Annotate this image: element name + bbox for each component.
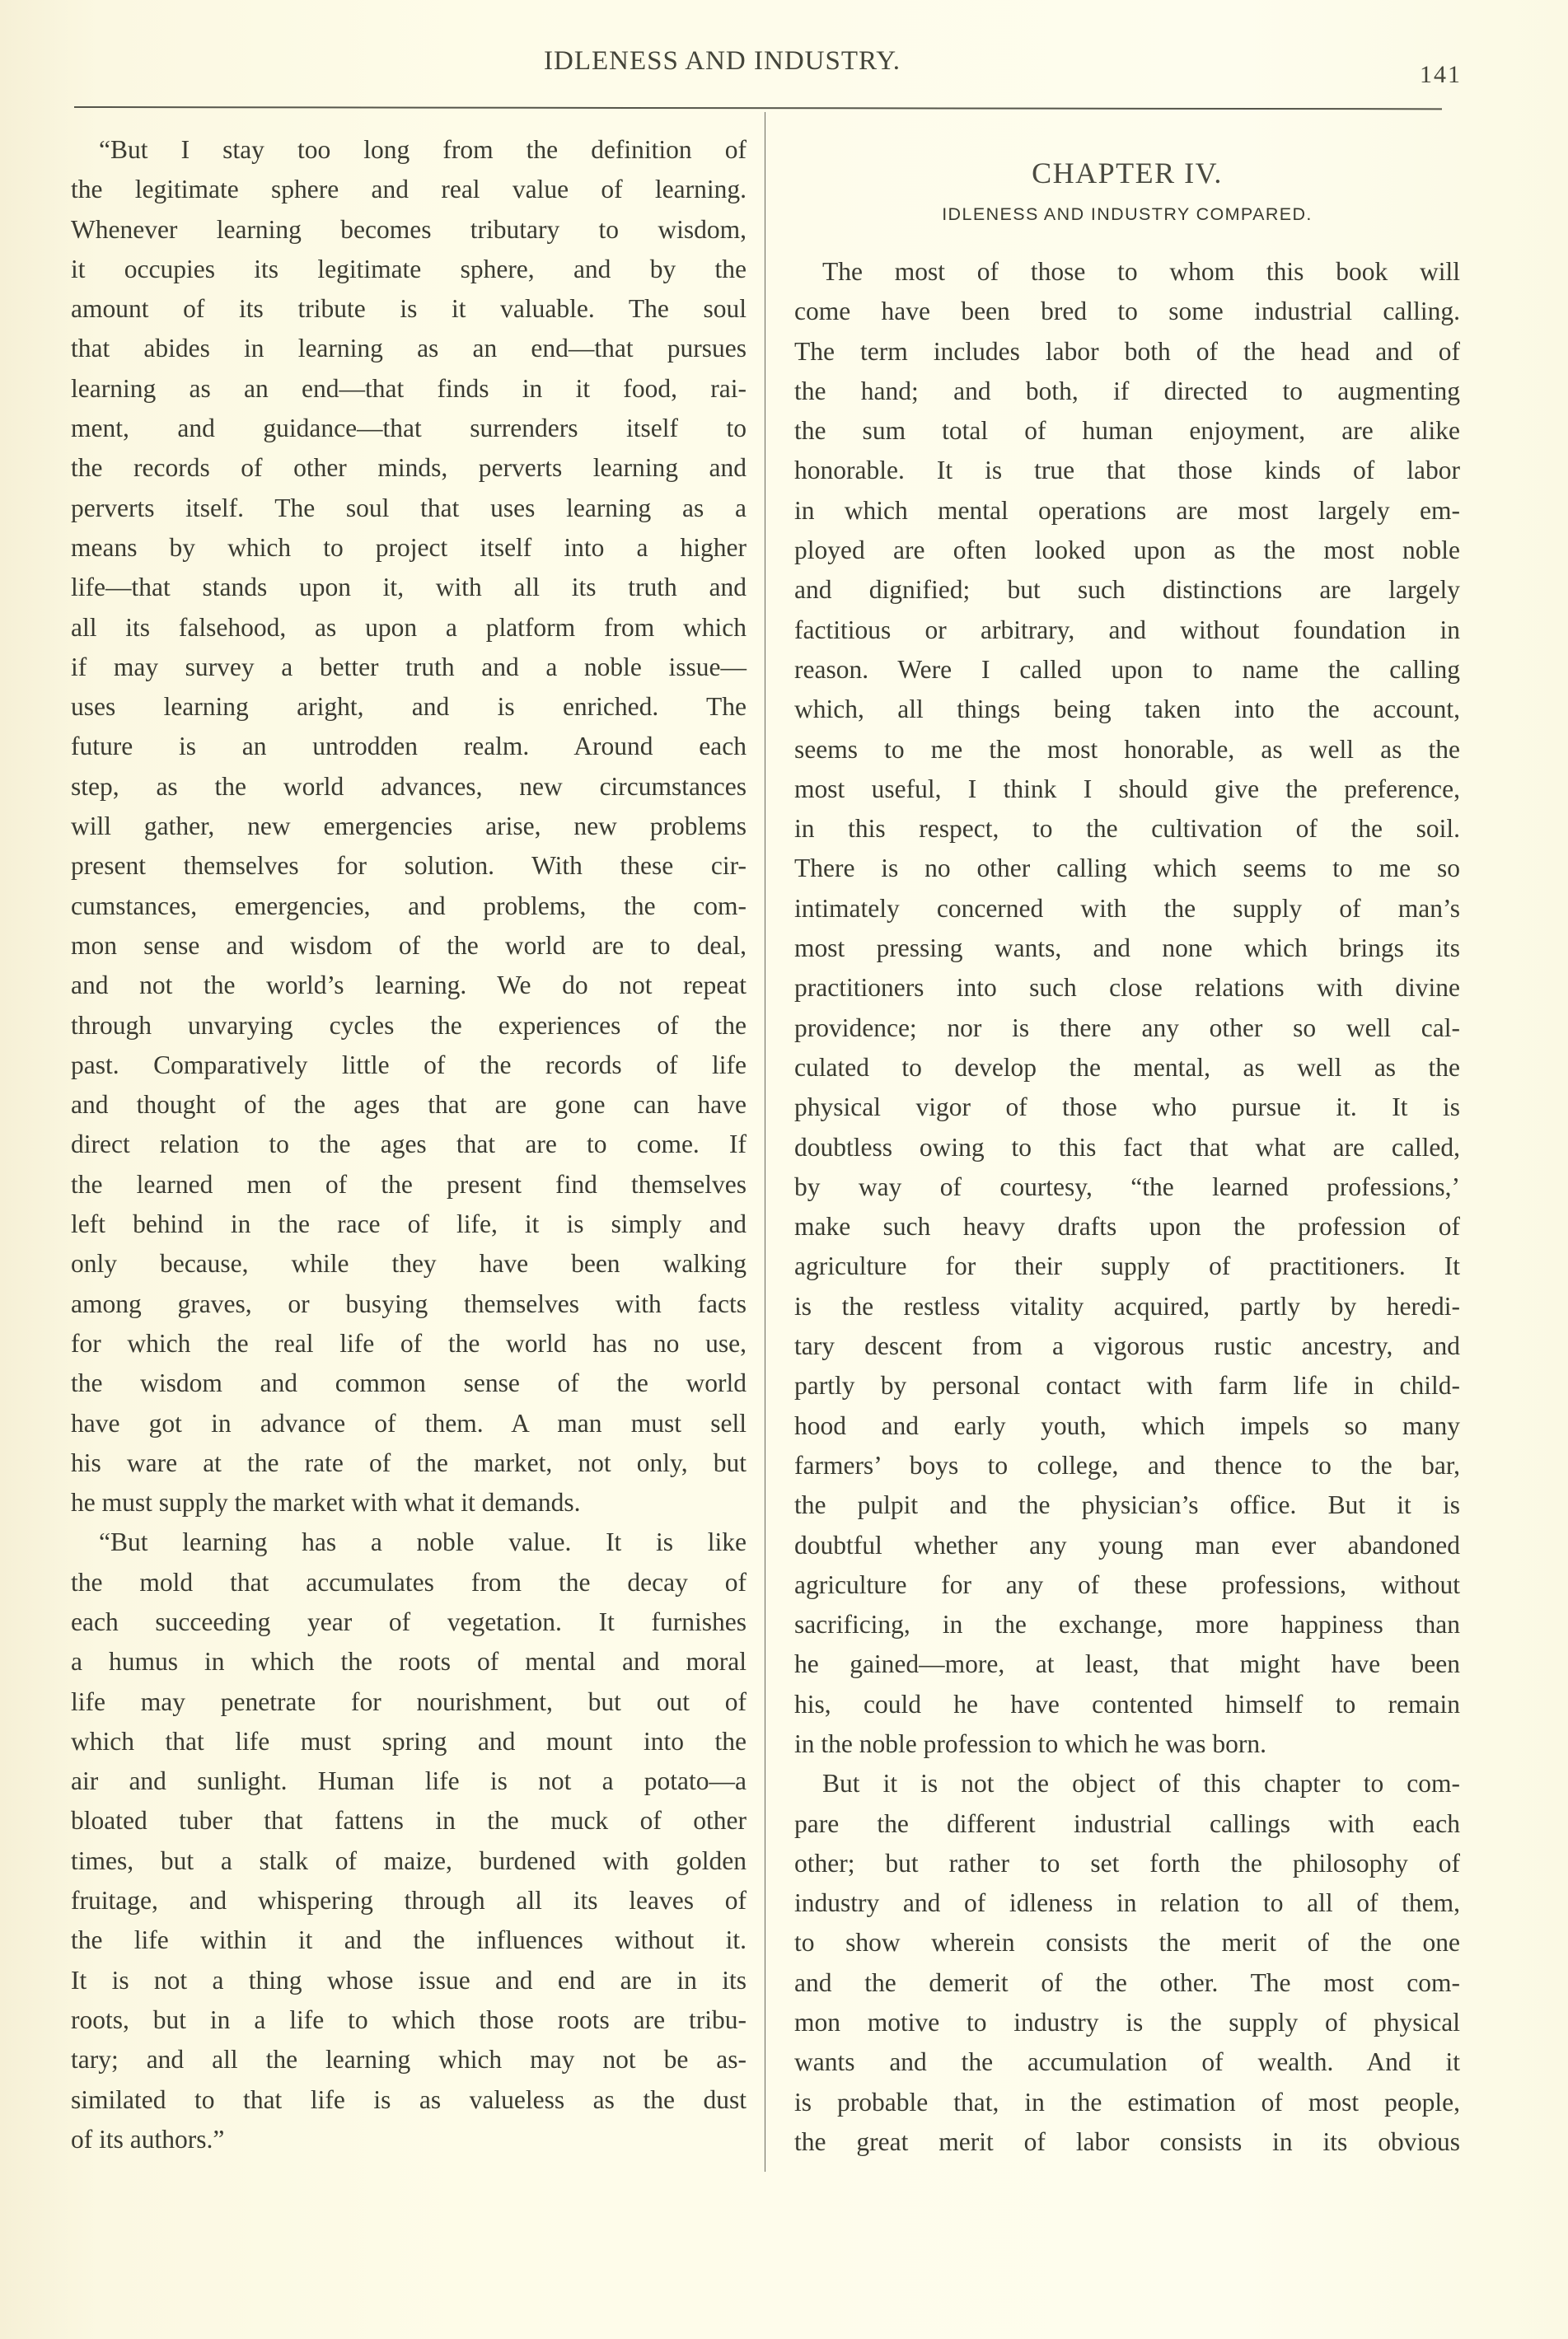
text-line: which that life must spring and mount into the <box>71 1726 747 1756</box>
text-line: most pressing wants, and none which brings its <box>794 933 1460 963</box>
text-line: for which the real life of the world has no use, <box>71 1328 747 1358</box>
text-line: and not the world’s learning. We do not repeat <box>71 971 747 1000</box>
text-line: the hand; and both, if directed to augmenting <box>794 376 1460 405</box>
text-line: ployed are often looked upon as the most noble <box>794 536 1460 565</box>
paragraph <box>794 1764 1460 2162</box>
text-line: But it is not the object of this chapter to com- <box>822 1769 1460 1799</box>
text-line: and the demerit of the other. The most com- <box>794 1967 1460 1997</box>
text-line: most useful, I think I should give the preference, <box>794 774 1460 803</box>
text-line: wants and the accumulation of wealth. And it <box>794 2047 1460 2077</box>
text-line: all its falsehood, as upon a platform from which <box>71 612 747 642</box>
text-line: tary; and all the learning which may not be as- <box>71 2045 747 2075</box>
text-line: learning as an end—that finds in it food, rai- <box>71 373 747 403</box>
text-line: present themselves for solution. With these cir- <box>71 851 747 881</box>
text-line: It is not a thing whose issue and end are in its <box>71 1965 747 1995</box>
text-line: the wisdom and common sense of the world <box>71 1368 747 1398</box>
text-line: his, could he have contented himself to remain <box>794 1689 1460 1719</box>
text-line: through unvarying cycles the experiences of the <box>71 1010 747 1040</box>
text-line: and dignified; but such distinctions are largely <box>794 575 1460 605</box>
text-line: means by which to project itself into a higher <box>71 532 747 562</box>
text-line: fruitage, and whispering through all its leaves of <box>71 1886 747 1916</box>
text-line: uses learning aright, and is enriched. The <box>71 692 747 722</box>
text-line: tary descent from a vigorous rustic ancestry, and <box>794 1331 1460 1361</box>
text-line: only because, while they have been walking <box>71 1249 747 1279</box>
text-line: perverts itself. The soul that uses learning as a <box>71 493 747 522</box>
text-line: if may survey a better truth and a noble issue— <box>71 652 747 681</box>
text-line: There is no other calling which seems to me so <box>794 854 1460 883</box>
text-line: providence; nor is there any other so well cal- <box>794 1013 1460 1042</box>
running-head <box>0 46 1568 88</box>
chapter-heading: CHAPTER IV. <box>1032 157 1223 189</box>
left-column <box>71 130 747 2159</box>
text-line: agriculture for their supply of practitioners. It <box>794 1251 1460 1281</box>
text-line: hood and early youth, which impels so many <box>794 1410 1460 1440</box>
text-line: the records of other minds, perverts learning and <box>71 453 747 483</box>
paragraph <box>71 130 747 1523</box>
text-line: ment, and guidance—that surrenders itself to <box>71 414 747 443</box>
text-line: is the restless vitality acquired, partly by heredi- <box>794 1291 1460 1321</box>
text-line: in which mental operations are most largely em- <box>794 495 1460 525</box>
text-line: a humus in which the roots of mental and moral <box>71 1647 747 1677</box>
text-line: reason. Were I called upon to name the calling <box>794 654 1460 684</box>
chapter-subtitle: IDLENESS AND INDUSTRY COMPARED. <box>942 204 1313 224</box>
text-line: in the noble profession to which he was born. <box>794 1729 1267 1758</box>
text-line: mon motive to industry is the supply of physical <box>794 2008 1460 2037</box>
text-line: culated to develop the mental, as well as the <box>794 1052 1460 1082</box>
text-line: similated to that life is as valueless as the dust <box>71 2084 747 2114</box>
text-line: the mold that accumulates from the decay of <box>71 1567 747 1597</box>
text-line: industry and of idleness in relation to all of them, <box>794 1888 1460 1918</box>
text-line: the life within it and the influences without it. <box>71 1925 747 1955</box>
text-line: the learned men of the present find themselves <box>71 1169 747 1199</box>
text-line: partly by personal contact with farm life in child- <box>794 1371 1460 1401</box>
text-line: life may penetrate for nourishment, but out of <box>71 1686 747 1716</box>
text-line: among graves, or busying themselves with facts <box>71 1289 747 1318</box>
text-line: come have been bred to some industrial calling. <box>794 297 1460 326</box>
text-line: Whenever learning becomes tributary to wisdom, <box>71 214 747 244</box>
text-line: the pulpit and the physician’s office. But it is <box>794 1490 1460 1520</box>
paragraph <box>71 1523 747 2159</box>
text-line: future is an untrodden realm. Around each <box>71 732 747 761</box>
text-line: will gather, new emergencies arise, new problems <box>71 812 747 841</box>
page-number: 141 <box>1420 61 1462 88</box>
running-title: IDLENESS AND INDUSTRY. <box>544 46 901 76</box>
text-line: intimately concerned with the supply of man’s <box>794 893 1460 923</box>
text-line: the great merit of labor consists in its obvious <box>794 2126 1460 2156</box>
text-line: to show wherein consists the merit of the one <box>794 1928 1460 1958</box>
text-line: cumstances, emergencies, and problems, the com- <box>71 891 747 920</box>
text-line: sacrificing, in the exchange, more happiness than <box>794 1610 1460 1640</box>
text-line: it occupies its legitimate sphere, and by the <box>71 254 747 283</box>
text-line: of its authors.” <box>71 2124 225 2154</box>
text-line: pare the different industrial callings with each <box>794 1808 1460 1838</box>
text-line: “But I stay too long from the definition of <box>99 135 747 164</box>
text-line: the legitimate sphere and real value of learning. <box>71 175 747 204</box>
text-line: and thought of the ages that are gone can have <box>71 1090 747 1120</box>
text-line: doubtless owing to this fact that what are called, <box>794 1132 1460 1162</box>
header-rule <box>74 106 1442 110</box>
text-line: agriculture for any of these professions, without <box>794 1569 1460 1599</box>
text-line: doubtful whether any young man ever abandoned <box>794 1530 1460 1560</box>
text-line: farmers’ boys to college, and thence to the bar, <box>794 1450 1460 1480</box>
text-line: “But learning has a noble value. It is like <box>99 1527 747 1557</box>
text-line: the sum total of human enjoyment, are alike <box>794 416 1460 446</box>
text-line: times, but a stalk of maize, burdened with golden <box>71 1845 747 1875</box>
text-line: amount of its tribute is it valuable. The soul <box>71 294 747 324</box>
text-line: which, all things being taken into the account, <box>794 695 1460 724</box>
text-line: by way of courtesy, “the learned professions,’ <box>794 1172 1460 1201</box>
text-line: seems to me the most honorable, as well as the <box>794 734 1460 764</box>
text-line: have got in advance of them. A man must sell <box>71 1408 747 1438</box>
text-line: past. Comparatively little of the records of life <box>71 1050 747 1079</box>
text-line: is probable that, in the estimation of most people, <box>794 2087 1460 2117</box>
text-line: The most of those to whom this book will <box>822 257 1460 286</box>
text-line: factitious or arbitrary, and without foundation in <box>794 615 1460 644</box>
text-line: roots, but in a life to which those roots are tribu- <box>71 2005 747 2034</box>
text-line: that abides in learning as an end—that pursues <box>71 334 747 363</box>
text-line: The term includes labor both of the head and of <box>794 336 1460 366</box>
text-line: direct relation to the ages that are to come. If <box>71 1130 747 1159</box>
text-line: he must supply the market with what it demands. <box>71 1488 581 1518</box>
text-line: mon sense and wisdom of the world are to deal, <box>71 930 747 960</box>
text-line: he gained—more, at least, that might have been <box>794 1649 1460 1679</box>
text-line: honorable. It is true that those kinds of labor <box>794 456 1460 485</box>
text-line: air and sunlight. Human life is not a potato—a <box>71 1766 747 1796</box>
text-line: physical vigor of those who pursue it. It is <box>794 1092 1460 1122</box>
text-line: in this respect, to the cultivation of the soil. <box>794 814 1460 844</box>
text-line: other; but rather to set forth the philosophy of <box>794 1848 1460 1878</box>
text-line: left behind in the race of life, it is simply and <box>71 1209 747 1239</box>
paragraph <box>794 252 1460 1764</box>
text-line: make such heavy drafts upon the profession of <box>794 1212 1460 1242</box>
text-line: life—that stands upon it, with all its truth and <box>71 573 747 602</box>
text-line: his ware at the rate of the market, not only, but <box>71 1448 747 1477</box>
text-line: each succeeding year of vegetation. It furnishes <box>71 1607 747 1636</box>
text-line: practitioners into such close relations with divine <box>794 973 1460 1003</box>
right-column <box>794 130 1460 2162</box>
text-line: step, as the world advances, new circumstances <box>71 771 747 801</box>
text-line: bloated tuber that fattens in the muck of other <box>71 1806 747 1836</box>
